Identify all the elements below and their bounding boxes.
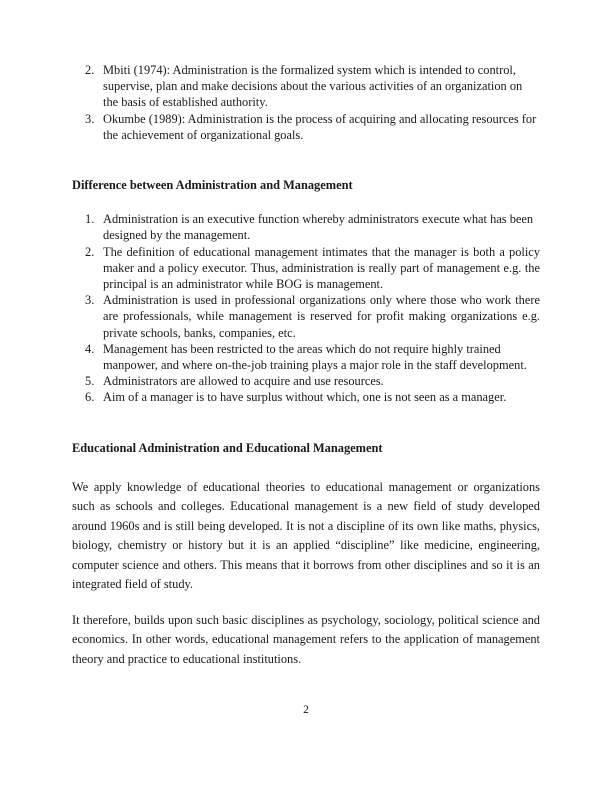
list-marker: 3.	[85, 111, 95, 126]
list-item-text: The definition of educational management intimates that the manager is both a policy maker and a policy executor. Thus, administration is really part of management e.g. the principal is an administrator while BOG is management.	[103, 244, 540, 292]
definitions-list	[72, 62, 540, 143]
spacer	[72, 406, 540, 440]
list-item	[72, 62, 540, 111]
list-item-text: Administration is used in professional organizations only where those who work there are professionals, while management is reserved for profit making organizations e.g. private schools, banks, companies, etc.	[103, 293, 540, 340]
list-item-text: Administrators are allowed to acquire and use resources.	[103, 374, 384, 389]
list-item-text: Mbiti (1974): Administration is the formalized system which is intended to control, supervise, plan and make decisions about the various activities of an organization on the basis of established authority.	[103, 63, 523, 110]
list-item	[72, 341, 540, 373]
spacer	[72, 595, 540, 611]
list-item	[72, 292, 540, 341]
spacer	[72, 456, 540, 478]
section-heading-difference: Difference between Administration and Management	[72, 178, 353, 193]
paragraph-educational-2: It therefore, builds upon such basic disciplines as psychology, sociology, political science and economics. In other words, educational management refers to the application of management theory and practice to educational institutions.	[72, 612, 540, 666]
list-marker: 1.	[85, 212, 95, 227]
paragraph-educational-1: We apply knowledge of educational theories to educational management or organizations such as schools and colleges. Educational management is a new field of study developed around 1960s and is still being developed. It is not a discipline of its own like maths, physics, biology, chemistry or history but it is an applied “discipline” like medicine, engineering, computer science and others. This means that it borrows from other disciplines and so it is an integrated field of study.	[72, 479, 540, 592]
list-item	[72, 211, 540, 243]
spacer	[72, 193, 540, 211]
list-item-text: Management has been restricted to the areas which do not require highly trained manpower, and where on-the-job training plays a major role in the staff development.	[103, 341, 527, 373]
list-marker: 4.	[85, 341, 95, 356]
list-item	[72, 111, 540, 143]
list-item-text: Aim of a manager is to have surplus without which, one is not seen as a manager.	[103, 390, 507, 405]
list-item	[72, 244, 540, 293]
list-item-text: Administration is an executive function whereby administrators execute what has been designed by the management.	[103, 212, 534, 243]
page-content	[72, 62, 540, 669]
spacer	[72, 143, 540, 177]
difference-list	[72, 211, 540, 405]
list-marker: 6.	[85, 390, 95, 405]
list-item-text: Okumbe (1989): Administration is the process of acquiring and allocating resources for the achievement of organizational goals.	[103, 111, 537, 142]
list-item	[72, 373, 540, 389]
list-marker: 2.	[85, 244, 95, 259]
list-marker: 2.	[85, 63, 95, 77]
list-marker: 5.	[85, 374, 95, 389]
section-heading-educational: Educational Administration and Educational Management	[72, 440, 383, 455]
list-marker: 3.	[85, 293, 95, 308]
list-item	[72, 389, 540, 405]
page-number: 2	[303, 704, 309, 716]
